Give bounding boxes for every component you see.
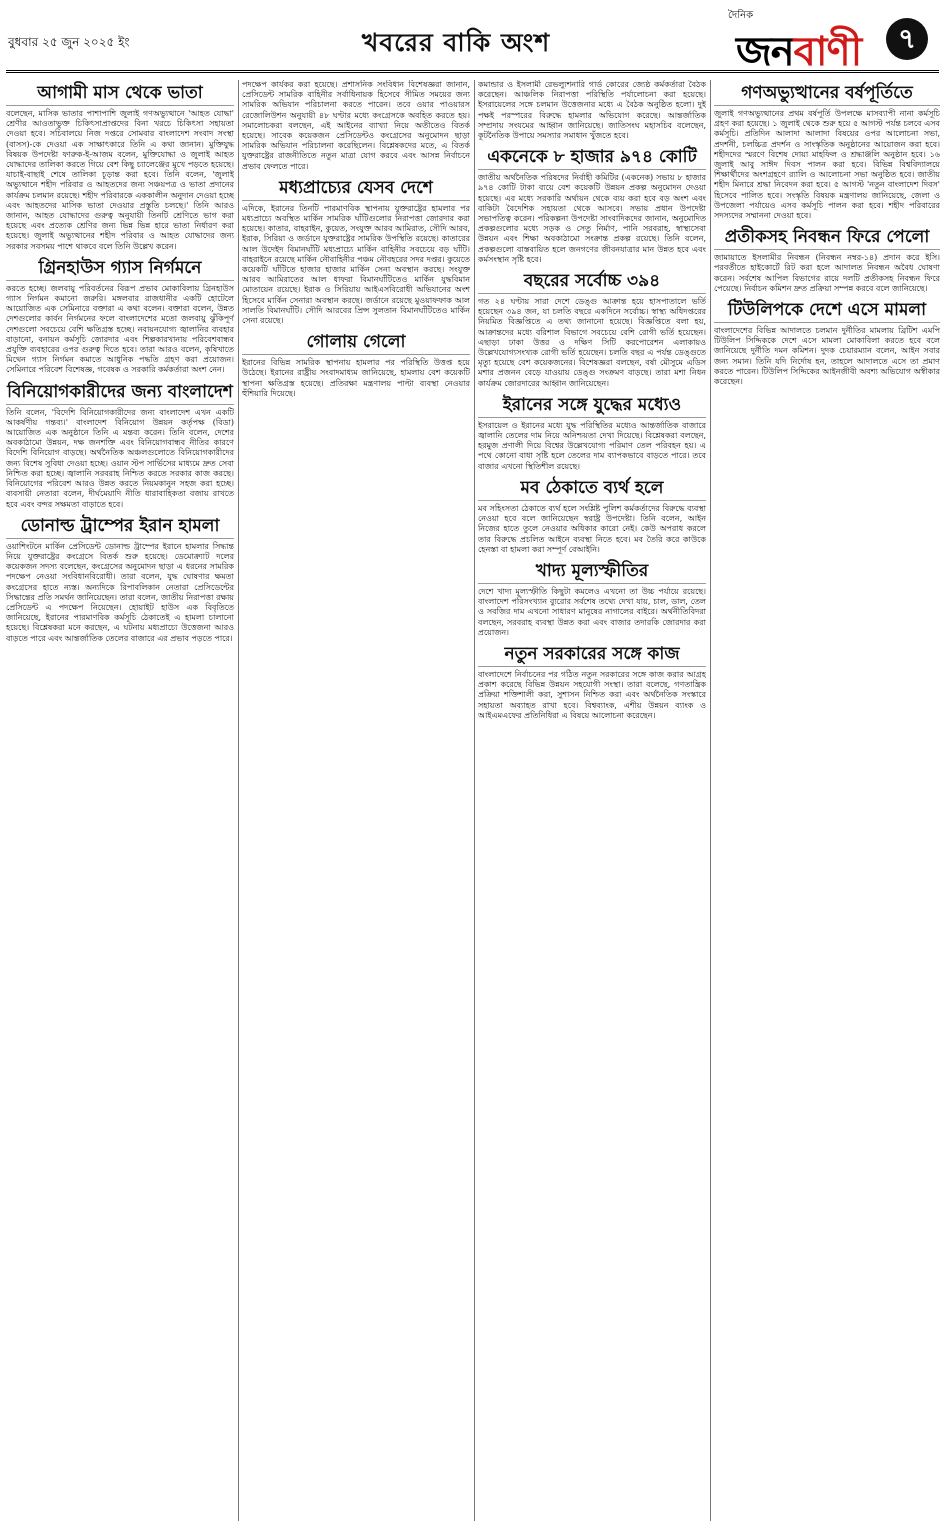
news-story bbox=[714, 300, 940, 387]
story-headline: প্রতীকসহ নিবন্ধন ফিরে পেলো bbox=[714, 227, 940, 250]
story-headline: ডোনাল্ড ট্রাম্পের ইরান হামলা bbox=[6, 516, 234, 539]
story-body: মব সহিংসতা ঠেকাতে ব্যর্থ হলে সংশ্লিষ্ট পুলিশ কর্মকর্তাদের বিরুদ্ধে ব্যবস্থা নেওয়া হবে বলে জানিয়েছেন স্বরাষ্ট্র উপদেষ্টা। তিনি বলেন, আইন নিজের হাতে তুলে নেওয়ার অধিকার কারো নেই। কেউ অপরাধ করলে তার বিরুদ্ধে প্রচলিত আইনে ব্যবস্থা নিতে হবে। মব তৈরি করে কাউকে হেনস্তা বা হামলা করা সম্পূর্ণ বেআইনি। bbox=[478, 503, 706, 554]
news-story bbox=[242, 178, 470, 326]
story-body: ওয়াশিংটনে মার্কিন প্রেসিডেন্ট ডোনাল্ড ট্রাম্পের ইরানে হামলার সিদ্ধান্ত নিয়ে যুক্তরাষ্ট্রের কংগ্রেসে বিতর্ক শুরু হয়েছে। ডেমোক্র্যাট দলের কয়েকজন সদস্য বলেছেন, কংগ্রেসের অনুমোদন ছাড়া এ ধরনের সামরিক পদক্ষেপ নেওয়া সংবিধানবিরোধী। তারা বলেন, যুদ্ধ ঘোষণার ক্ষমতা কংগ্রেসের হাতে ন্যস্ত। অন্যদিকে রিপাবলিকান নেতারা প্রেসিডেন্টের সিদ্ধান্তের প্রতি সমর্থন জানিয়েছেন। তারা বলেন, জাতীয় নিরাপত্তা রক্ষায় প্রেসিডেন্ট এ পদক্ষেপ নিয়েছেন। হোয়াইট হাউস এক বিবৃতিতে জানিয়েছে, ইরানের পারমাণবিক কর্মসূচি ঠেকাতেই এ হামলা চালানো হয়েছে। বিশ্লেষকরা মনে করছেন, এ ঘটনায় মধ্যপ্রাচ্যে উত্তেজনা আরও বাড়তে পারে এবং আন্তর্জাতিক তেলের বাজারে এর প্রভাব পড়তে পারে। bbox=[6, 541, 234, 643]
column-3 bbox=[478, 80, 706, 1521]
story-headline: বছরের সর্বোচ্চ ৩৯৪ bbox=[478, 271, 706, 294]
logo-daily-label: দৈনিক bbox=[728, 10, 754, 21]
column-divider bbox=[710, 80, 711, 1521]
logo-name bbox=[736, 20, 861, 87]
news-story bbox=[714, 83, 940, 221]
news-story bbox=[6, 83, 234, 252]
news-story bbox=[478, 395, 706, 472]
news-story bbox=[242, 80, 470, 172]
news-story bbox=[478, 644, 706, 721]
story-headline: গ্রিনহাউস গ্যাস নির্গমনে bbox=[6, 258, 234, 281]
column-2 bbox=[242, 80, 470, 1521]
column-divider bbox=[238, 80, 239, 1521]
story-headline: একনেকে ৮ হাজার ৯৭৪ কোটি bbox=[478, 147, 706, 170]
column-divider bbox=[474, 80, 475, 1521]
story-headline: গণঅভ্যুত্থানের বর্ষপূর্তিতে bbox=[714, 83, 940, 106]
column-4 bbox=[714, 80, 940, 1521]
news-story bbox=[478, 147, 706, 265]
news-story bbox=[6, 516, 234, 644]
column-1 bbox=[6, 80, 234, 1521]
story-headline: গোলায় গেলো bbox=[242, 332, 470, 355]
story-body: তিনি বলেন, 'বিদেশি বিনিয়োগকারীদের জন্য বাংলাদেশ এখন একটি আকর্ষণীয় গন্তব্য।' বাংলাদেশ বিনিয়োগ উন্নয়ন কর্তৃপক্ষ (বিডা) আয়োজিত এক অনুষ্ঠানে তিনি এ মন্তব্য করেন। তিনি বলেন, দেশের অবকাঠামো উন্নয়ন, দক্ষ জনশক্তি এবং বিনিয়োগবান্ধব নীতির কারণে বিদেশি বিনিয়োগ বাড়ছে। অর্থনৈতিক অঞ্চলগুলোতে বিনিয়োগকারীদের জন্য বিশেষ সুবিধা দেওয়া হচ্ছে। ওয়ান স্টপ সার্ভিসের মাধ্যমে দ্রুত সেবা নিশ্চিত করা হচ্ছে। জ্বালানি সরবরাহ নিশ্চিত করতে সরকার কাজ করছে। বিনিয়োগের পরিবেশ আরও উন্নত করতে নিয়মকানুন সহজ করা হচ্ছে। ব্যবসায়ী নেতারা বলেন, দীর্ঘমেয়াদি নীতি ধারাবাহিকতা বজায় রাখতে হবে এবং বন্দর সক্ষমতা বাড়াতে হবে। bbox=[6, 407, 234, 509]
story-body: জুলাই গণঅভ্যুত্থানের প্রথম বর্ষপূর্তি উপলক্ষে মাসব্যাপী নানা কর্মসূচি গ্রহণ করা হয়েছে। ১ জুলাই থেকে শুরু হয়ে ৫ আগস্ট পর্যন্ত চলবে এসব কর্মসূচি। প্রতিদিন আলাদা আলাদা বিষয়ের ওপর আলোচনা সভা, প্রদর্শনী, চলচ্চিত্র প্রদর্শন ও সাংস্কৃতিক অনুষ্ঠানের আয়োজন করা হবে। শহীদদের স্মরণে বিশেষ দোয়া মাহফিল ও শ্রদ্ধাঞ্জলি অনুষ্ঠান হবে। ১৬ জুলাই আবু সাঈদ দিবস পালন করা হবে। বিভিন্ন বিশ্ববিদ্যালয়ে শিক্ষার্থীদের অংশগ্রহণে র‍্যালি ও আলোচনা সভা অনুষ্ঠিত হবে। জাতীয় শহীদ মিনারে শ্রদ্ধা নিবেদন করা হবে। ৫ আগস্ট 'নতুন বাংলাদেশ দিবস' হিসেবে পালিত হবে। সংস্কৃতি বিষয়ক মন্ত্রণালয় জানিয়েছে, জেলা ও উপজেলা পর্যায়েও এসব কর্মসূচি পালন করা হবে। শহীদ পরিবারের সদস্যদের সম্মাননা দেওয়া হবে। bbox=[714, 109, 940, 221]
story-headline: মধ্যপ্রাচ্যের যেসব দেশে bbox=[242, 178, 470, 201]
news-story bbox=[6, 258, 234, 376]
story-body: জামায়াতে ইসলামীর নিবন্ধন (নিবন্ধন নম্বর-১৪) প্রদান করে ইসি। পরবর্তীতে হাইকোর্টে রিট করা হলে আদালত নিবন্ধন অবৈধ ঘোষণা করেন। সর্বশেষ আপিল বিভাগের রায়ে দলটি প্রতীকসহ নিবন্ধন ফিরে পেয়েছে। নির্বাচন কমিশন দ্রুত প্রক্রিয়া সম্পন্ন করবে বলে জানিয়েছে। bbox=[714, 253, 940, 293]
story-headline: বিনিয়োগকারীদের জন্য বাংলাদেশ bbox=[6, 382, 234, 405]
story-headline: ইরানের সঙ্গে যুদ্ধের মধ্যেও bbox=[478, 395, 706, 418]
masthead-rule bbox=[6, 70, 939, 73]
logo-part-1: জন bbox=[736, 29, 794, 75]
story-body: এদিকে, ইরানের তিনটি পারমাণবিক স্থাপনায় যুক্তরাষ্ট্রের হামলার পর মধ্যপ্রাচ্যে অবস্থিত মার্কিন সামরিক ঘাঁটিগুলোর নিরাপত্তা জোরদার করা হয়েছে। কাতার, বাহরাইন, কুয়েত, সংযুক্ত আরব আমিরাত, সৌদি আরব, ইরাক, সিরিয়া ও জর্ডানে যুক্তরাষ্ট্রের সামরিক উপস্থিতি রয়েছে। কাতারের আল উদেইদ বিমানঘাঁটি মধ্যপ্রাচ্যে মার্কিন বাহিনীর সবচেয়ে বড় ঘাঁটি। বাহরাইনে রয়েছে মার্কিন নৌবাহিনীর পঞ্চম নৌবহরের সদর দপ্তর। কুয়েতে কয়েকটি ঘাঁটিতে হাজার হাজার মার্কিন সেনা অবস্থান করছে। সংযুক্ত আরব আমিরাতের আল ধাফরা বিমানঘাঁটিতেও মার্কিন যুদ্ধবিমান মোতায়েন রয়েছে। ইরাক ও সিরিয়ায় আইএসবিরোধী অভিযানের অংশ হিসেবে মার্কিন সেনারা অবস্থান করছে। জর্ডানে রয়েছে মুওয়াফফাক আল সালতি বিমানঘাঁটি। সৌদি আরবের প্রিন্স সুলতান বিমানঘাঁটিতেও মার্কিন সেনা রয়েছে। bbox=[242, 203, 470, 326]
section-banner: খবরের বাকি অংশ bbox=[306, 28, 606, 58]
page-number-badge: ৭ bbox=[886, 18, 928, 60]
story-body: ইরানের বিভিন্ন সামরিক স্থাপনায় হামলার পর পরিস্থিতি উত্তপ্ত হয়ে উঠেছে। ইরানের রাষ্ট্রীয় সংবাদমাধ্যম জানিয়েছে, হামলায় বেশ কয়েকটি স্থাপনা ক্ষতিগ্রস্ত হয়েছে। প্রতিরক্ষা মন্ত্রণালয় পাল্টা ব্যবস্থা নেওয়ার হুঁশিয়ারি দিয়েছে। bbox=[242, 358, 470, 398]
story-body: জাতীয় অর্থনৈতিক পরিষদের নির্বাহী কমিটির (একনেক) সভায় ৮ হাজার ৯৭৪ কোটি টাকা ব্যয়ে বেশ কয়েকটি উন্নয়ন প্রকল্প অনুমোদন দেওয়া হয়েছে। এর মধ্যে সরকারি অর্থায়ন থেকে ব্যয় করা হবে বড় অংশ এবং বাকিটা বৈদেশিক সহায়তা থেকে আসবে। সভায় প্রধান উপদেষ্টা সভাপতিত্ব করেন। পরিকল্পনা উপদেষ্টা সাংবাদিকদের জানান, অনুমোদিত প্রকল্পগুলোর মধ্যে সড়ক ও সেতু নির্মাণ, পানি সরবরাহ, স্বাস্থ্যসেবা উন্নয়ন এবং শিক্ষা অবকাঠামো সংক্রান্ত প্রকল্প রয়েছে। তিনি বলেন, প্রকল্পগুলো বাস্তবায়িত হলে জনগণের জীবনযাত্রার মান উন্নত হবে এবং কর্মসংস্থান সৃষ্টি হবে। bbox=[478, 173, 706, 264]
news-story bbox=[478, 478, 706, 555]
story-body: পদক্ষেপ কার্যকর করা হয়েছে। প্রশাসনিক সংবিধান বিশেষজ্ঞরা জানান, প্রেসিডেন্ট সামরিক বাহিনীর সর্বাধিনায়ক হিসেবে সীমিত সময়ের জন্য সামরিক অভিযান পরিচালনা করতে পারেন। তবে ওয়ার পাওয়ারস রেজোলিউশন অনুযায়ী ৪৮ ঘণ্টার মধ্যে কংগ্রেসকে অবহিত করতে হয়। সমালোচকরা বলছেন, এই আইনের ব্যাখ্যা নিয়ে অতীতেও বিতর্ক হয়েছে। সাবেক কয়েকজন প্রেসিডেন্টও কংগ্রেসের অনুমোদন ছাড়া সামরিক অভিযান পরিচালনা করেছিলেন। বিশ্লেষকদের মতে, এ বিতর্ক যুক্তরাষ্ট্রের রাজনীতিতে নতুন মাত্রা যোগ করবে এবং আসন্ন নির্বাচনে প্রভাব ফেলতে পারে। bbox=[242, 80, 470, 171]
story-headline: আগামী মাস থেকে ভাতা bbox=[6, 83, 234, 106]
news-story bbox=[6, 382, 234, 510]
news-story bbox=[242, 332, 470, 399]
story-body: ইসরায়েল ও ইরানের মধ্যে যুদ্ধ পরিস্থিতির মধ্যেও আন্তর্জাতিক বাজারে জ্বালানি তেলের দাম নিয়ে অনিশ্চয়তা দেখা দিয়েছে। বিশ্লেষকরা বলছেন, হরমুজ প্রণালী দিয়ে বিশ্বের উল্লেখযোগ্য পরিমাণ তেল পরিবহন হয়। এ পথে কোনো বাধা সৃষ্টি হলে তেলের দাম ব্যাপকভাবে বাড়তে পারে। তবে বাজার এখনো স্থিতিশীল রয়েছে। bbox=[478, 420, 706, 471]
news-story bbox=[478, 561, 706, 638]
news-story bbox=[478, 80, 706, 141]
story-headline: টিউলিপকে দেশে এসে মামলা bbox=[714, 300, 940, 323]
story-body: বলেছেন, মাসিক ভাতার পাশাপাশি জুলাই গণঅভ্যুত্থানে 'আহত যোদ্ধা' শ্রেণীর আওতাভুক্ত চিকিৎসাপ্রাপ্তদের বিনা খরচে চিকিৎসা সহায়তা দেওয়া হবে। সচিবালয়ে নিজ দপ্তরে সোমবার বাংলাদেশ সংবাদ সংস্থা (বাসস)-কে দেওয়া এক সাক্ষাৎকারে তিনি এ কথা জানান। মুক্তিযুদ্ধ বিষয়ক উপদেষ্টা ফারুক-ই-আজম বলেন, মুক্তিযোদ্ধা ও জুলাই আহত যোদ্ধাদের তালিকা করতে গিয়ে বেশ কিছু চ্যালেঞ্জের মুখে পড়তে হয়েছে। যাচাই-বাছাই শেষে তালিকা চূড়ান্ত করা হবে। তিনি বলেন, 'জুলাই অভ্যুত্থানে শহীদ পরিবার ও আহতদের জন্য সঞ্চয়পত্র ও ভাতা প্রদানের কার্যক্রম চলমান রয়েছে। শহীদ পরিবারকে এককালীন অনুদান দেওয়া হচ্ছে এবং আহতদের মাসিক ভাতা দেওয়ার প্রস্তুতি চলছে।' তিনি আরও জানান, আহত যোদ্ধাদের গুরুত্ব অনুযায়ী তিনটি শ্রেণিতে ভাগ করা হয়েছে এবং প্রত্যেক শ্রেণির জন্য ভিন্ন ভিন্ন হারে ভাতা নির্ধারণ করা হয়েছে। জুলাই অভ্যুত্থানের শহীদ পরিবার ও আহত যোদ্ধাদের জন্য সরকার সবসময় পাশে থাকবে বলে তিনি উল্লেখ করেন। bbox=[6, 109, 234, 251]
story-headline: নতুন সরকারের সঙ্গে কাজ bbox=[478, 644, 706, 667]
story-body: বাংলাদেশে নির্বাচনের পর গঠিত নতুন সরকারের সঙ্গে কাজ করার আগ্রহ প্রকাশ করেছে বিভিন্ন উন্নয়ন সহযোগী সংস্থা। তারা বলেছে, গণতান্ত্রিক প্রক্রিয়া শক্তিশালী করা, সুশাসন নিশ্চিত করা এবং অর্থনৈতিক সংস্কারে সহায়তা অব্যাহত রাখা হবে। বিশ্বব্যাংক, এশীয় উন্নয়ন ব্যাংক ও আইএমএফের প্রতিনিধিরা এ বিষয়ে আলোচনা করেছেন। bbox=[478, 669, 706, 720]
story-body: গত ২৪ ঘণ্টায় সারা দেশে ডেঙ্গু আক্রান্ত হয়ে হাসপাতালে ভর্তি হয়েছেন ৩৯৪ জন, যা চলতি বছরে একদিনে সর্বোচ্চ। স্বাস্থ্য অধিদপ্তরের নিয়মিত বিজ্ঞপ্তিতে এ তথ্য জানানো হয়েছে। বিজ্ঞপ্তিতে বলা হয়, আক্রান্তদের মধ্যে বরিশাল বিভাগে সবচেয়ে বেশি রোগী ভর্তি হয়েছেন। এছাড়া ঢাকা উত্তর ও দক্ষিণ সিটি করপোরেশন এলাকায়ও উল্লেখযোগ্যসংখ্যক রোগী ভর্তি হয়েছেন। চলতি বছর এ পর্যন্ত ডেঙ্গুতে মৃত্যু হয়েছে বেশ কয়েকজনের। বিশেষজ্ঞরা বলছেন, বর্ষা মৌসুমে এডিস মশার প্রজনন বেড়ে যাওয়ায় ডেঙ্গু সংক্রমণ বাড়ছে। তারা মশা নিধন কার্যক্রম জোরদারের আহ্বান জানিয়েছেন। bbox=[478, 297, 706, 388]
story-headline: খাদ্য মূল্যস্ফীতির bbox=[478, 561, 706, 584]
story-body: বাংলাদেশের বিভিন্ন আদালতে চলমান দুর্নীতির মামলায় ব্রিটিশ এমপি টিউলিপ সিদ্দিককে দেশে এসে মামলা মোকাবিলা করতে হবে বলে জানিয়েছে দুর্নীতি দমন কমিশন। দুদক চেয়ারম্যান বলেন, আইন সবার জন্য সমান। তিনি যদি নির্দোষ হন, তাহলে আদালতে এসে তা প্রমাণ করতে পারেন। টিউলিপ সিদ্দিকের আইনজীবী অবশ্য অভিযোগ অস্বীকার করেছেন। bbox=[714, 326, 940, 387]
masthead bbox=[0, 0, 945, 86]
issue-date: বুধবার ২৫ জুন ২০২৫ ইং bbox=[8, 35, 130, 49]
news-story bbox=[714, 227, 940, 294]
logo-part-2: বাণী bbox=[793, 29, 862, 75]
story-body: করতে হচ্ছে। জলবায়ু পরিবর্তনের বিরূপ প্রভাব মোকাবিলায় গ্রিনহাউস গ্যাস নির্গমন কমানো জরুরি। মঙ্গলবার রাজধানীর একটি হোটেলে আয়োজিত এক সেমিনারে বক্তারা এ কথা বলেন। বক্তারা বলেন, উন্নত দেশগুলোর কার্বন নির্গমনের ফলে বাংলাদেশের মতো জলবায়ু ঝুঁকিপূর্ণ দেশগুলো সবচেয়ে বেশি ক্ষতিগ্রস্ত হচ্ছে। নবায়নযোগ্য জ্বালানির ব্যবহার বাড়ানো, বনায়ন কর্মসূচি জোরদার এবং শিল্পকারখানায় পরিবেশবান্ধব প্রযুক্তি ব্যবহারের ওপর গুরুত্ব দিতে হবে। তারা আরও বলেন, কৃষিখাতে মিথেন গ্যাস নির্গমন কমাতে আধুনিক পদ্ধতি গ্রহণ করা প্রয়োজন। সেমিনারে পরিবেশ বিশেষজ্ঞ, গবেষক ও সরকারি কর্মকর্তারা অংশ নেন। bbox=[6, 283, 234, 375]
story-headline: মব ঠেকাতে ব্যর্থ হলে bbox=[478, 478, 706, 501]
story-body: কমান্ডার ও ইসলামী রেভল্যুশনারি গার্ড কোরের জ্যেষ্ঠ কর্মকর্তারা বৈঠক করেছেন। আঞ্চলিক নিরাপত্তা পরিস্থিতি পর্যালোচনা করা হয়েছে। ইসরায়েলের সঙ্গে চলমান উত্তেজনার মধ্যে এ বৈঠক অনুষ্ঠিত হলো। দুই পক্ষই পরস্পরের বিরুদ্ধে হামলার অভিযোগ করেছে। আন্তর্জাতিক সম্প্রদায় সংযমের আহ্বান জানিয়েছে। জাতিসংঘ মহাসচিব বলেছেন, কূটনৈতিক উপায়ে সমস্যার সমাধান খুঁজতে হবে। bbox=[478, 80, 706, 141]
story-body: দেশে খাদ্য মূল্যস্ফীতি কিছুটা কমলেও এখনো তা উচ্চ পর্যায়ে রয়েছে। বাংলাদেশ পরিসংখ্যান ব্যুরোর সর্বশেষ তথ্যে দেখা যায়, চাল, ডাল, তেল ও সবজির দাম এখনো সাধারণ মানুষের নাগালের বাইরে। অর্থনীতিবিদরা বলছেন, সরবরাহ ব্যবস্থা উন্নত করা এবং বাজার তদারকি জোরদার করা প্রয়োজন। bbox=[478, 586, 706, 637]
newspaper-logo bbox=[728, 8, 934, 75]
news-story bbox=[478, 271, 706, 389]
